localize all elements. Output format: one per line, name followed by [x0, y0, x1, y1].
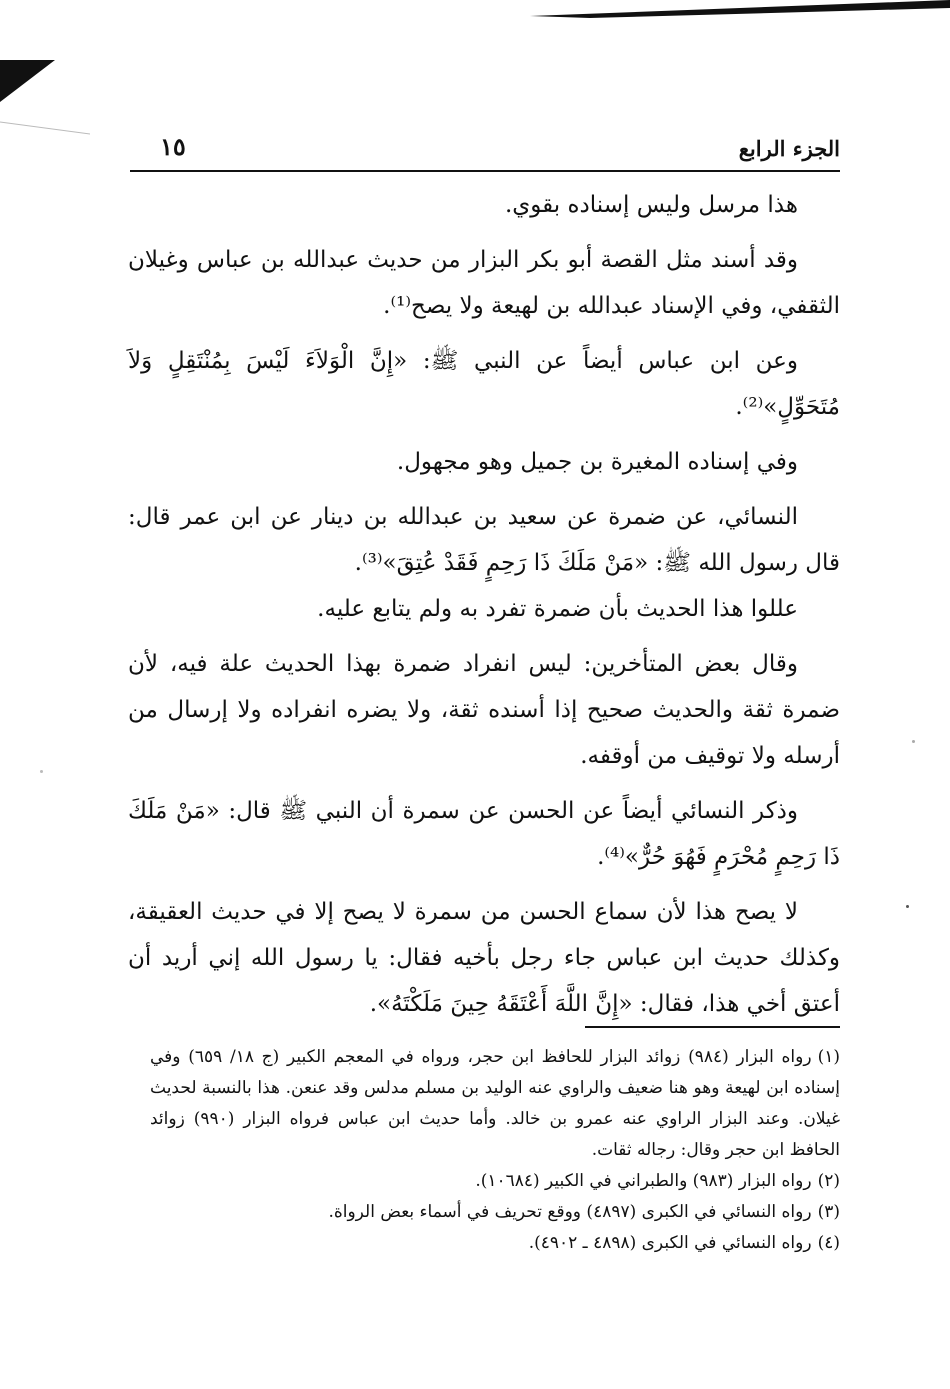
- paragraph: هذا مرسل وليس إسناده بقوي.: [504, 192, 798, 218]
- footnote: [150, 1166, 840, 1197]
- footnote-number: (٤): [817, 1233, 840, 1253]
- paragraph: عللوا هذا الحديث بأن ضمرة تفرد به ولم يتابع عليه.: [317, 596, 798, 622]
- footnote: [150, 1197, 840, 1228]
- part-title: الجزء الرابع: [738, 136, 840, 161]
- footnote-number: (٣): [817, 1202, 840, 1222]
- paragraph: وفي إسناده المغيرة بن جميل وهو مجهول.: [396, 449, 798, 475]
- paragraph: وقد أسند مثل القصة أبو بكر البزار من حديث عبدالله بن عباس وغيلان الثقفي، وفي الإسناد عبدالله بن لهيعة ولا يصح⁽¹⁾.: [128, 247, 840, 319]
- paragraph: لا يصح هذا لأن سماع الحسن من سمرة لا يصح إلا في حديث العقيقة، وكذلك حديث ابن عباس جاء رجل بأخيه فقال: يا رسول الله إني أريد أن أعتق أخي هذا، فقال: «إِنَّ اللَّهَ أَعْتَقَهُ حِينَ مَلَكْتَهُ».: [128, 899, 840, 1017]
- page-number: ١٥: [160, 132, 186, 161]
- footnote-number: (٢): [817, 1171, 840, 1191]
- scan-faint-line: [0, 120, 90, 138]
- footnote-text: رواه البزار (٩٨٤) زوائد البزار للحافظ ابن حجر، ورواه في المعجم الكبير (ج ١٨/ ٦٥٩) وفي إسناده ابن لهيعة وهو هنا ضعيف والراوي عنه الوليد بن مسلم مدلس وقد عنعن. هذا بالنسبة لحديث غيلان. وعند البزار الراوي عنه عمرو بن خالد. وأما حديث ابن عباس فرواه البزار (٩٩٠) زوائد الحافظ ابن حجر وقال: رجاله ثقات.: [150, 1047, 840, 1160]
- footnotes: [150, 1042, 840, 1259]
- main-text: [128, 182, 840, 1036]
- header-rule: [130, 170, 840, 172]
- scan-speck: [906, 905, 909, 908]
- paragraph: وقال بعض المتأخرين: ليس انفراد ضمرة بهذا الحديث علة فيه، لأن ضمرة ثقة والحديث صحيح إذا أسنده ثقة، ولا يضره انفراده ولا إرسال من أرسله ولا توقيف من أوقفه.: [128, 651, 840, 769]
- scan-speck: [912, 740, 915, 743]
- scan-speck: [40, 770, 43, 773]
- scan-corner-shadow: [0, 60, 60, 120]
- paragraph: وعن ابن عباس أيضاً عن النبي ﷺ: «إِنَّ الْوَلاَءَ لَيْسَ بِمُنْتَقِلٍ وَلاَ مُتَحَوِّلٍ»⁽²⁾.: [128, 348, 840, 420]
- paragraph: وذكر النسائي أيضاً عن الحسن عن سمرة أن النبي ﷺ قال: «مَنْ مَلَكَ ذَا رَحِمٍ مُحْرَمٍ فَهُوَ حُرٌّ»⁽⁴⁾.: [128, 798, 840, 870]
- footnote-text: رواه النسائي في الكبرى (٤٨٩٧) ووقع تحريف في أسماء بعض الرواة.: [328, 1202, 812, 1222]
- footnote-number: (١): [817, 1047, 840, 1067]
- footnote: [150, 1042, 840, 1166]
- footnote: [150, 1228, 840, 1259]
- running-header: [160, 128, 840, 168]
- footnote-rule: [585, 1026, 840, 1028]
- scan-edge-shadow: [530, 0, 950, 18]
- footnote-text: رواه النسائي في الكبرى (٤٨٩٨ ـ ٤٩٠٢).: [528, 1233, 812, 1253]
- footnote-text: رواه البزار (٩٨٣) والطبراني في الكبير (١٠٦٨٤).: [475, 1171, 812, 1191]
- paragraph: النسائي، عن ضمرة عن سعيد بن عبدالله بن دينار عن ابن عمر قال: قال رسول الله ﷺ: «مَنْ مَلَكَ ذَا رَحِمٍ فَقَدْ عُتِقَ»⁽³⁾.: [128, 504, 840, 576]
